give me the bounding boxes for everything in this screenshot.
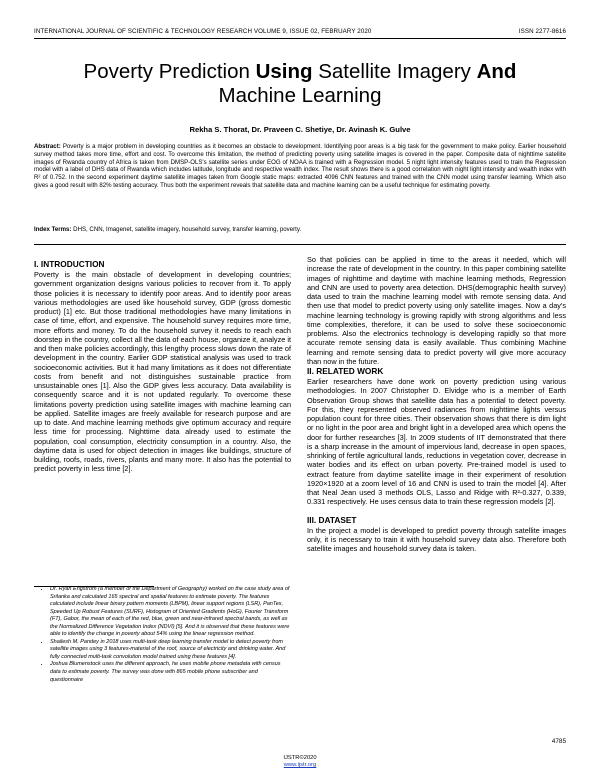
dataset-text: In the project a model is developed to predict poverty through satellite images only, it is necessary to train it with household survey data also. Therefore both satellite images and household survey data is taken. [307,525,566,553]
journal-name: INTERNATIONAL JOURNAL OF SCIENTIFIC & TECHNOLOGY RESEARCH VOLUME 9, ISSUE 02, FEBRUARY 2020 [34,28,372,35]
index-terms-text: DHS, CNN, Imagenet, satellite imagery, household survey, transfer learning, poverty. [71,226,302,233]
section-heading-related-work: II. RELATED WORK [307,366,384,376]
journal-header [34,28,566,35]
title-bold-1: Using [255,60,313,83]
section-heading-dataset: III. DATASET [307,514,357,525]
title-part-3: Machine Learning [218,84,382,107]
header-divider [34,38,566,39]
section-heading-introduction: I. INTRODUCTION [34,259,105,269]
copyright-code: IJSTR©2020 [283,755,317,761]
title-bold-2: And [476,60,517,83]
title-part-2: Satellite Imagery [312,60,477,83]
issn: ISSN 2277-8616 [518,28,566,35]
footnotes [34,586,291,684]
authors: Rekha S. Thorat, Dr. Praveen C. Shetiye, Dr. Avinash K. Gulve [189,125,411,134]
journal-url-link[interactable]: www.ijstr.org [283,762,317,768]
page-footer [34,755,566,769]
index-terms [34,226,566,233]
footnote-item: • Dr. Ryan Engstrom (a member of the Department of Geography) worked on the case study area of Srilanka and calculated 165 spectral and spatial features to estimate poverty. The features calculated include linear binary pattern moments (LBPM), linear support regions (LSR), PanTex, Speeded Up Robust Features (SURF), Histogram of Oriented Gradients (HoG), Fourier Transform (FT), Gabor, the mean of each of the red, blue, green and near-infrared spectral bands, as well as the Normalized Difference Vegetation Index (NDVI) [5]. And it is observed that these features were able to identify the change in poverty about 54% using the linear regression method. [50,586,291,639]
introduction-continued: So that policies can be applied in time to the areas it needed, which will increase the rate of development in the country. In this paper combining satellite images of nighttime and daytime with machine learning methods, Regression and CNN are used to poverty area detection. DHS(demographic health survey) data used to train the machine learning model with remote sensing data. And then use that model to predict poverty using only satellite images. Now a day's machine learning technology is growing rapidly with strong algorithms and less time complexities, therefore, it can be used to solve these socioeconomic problems. Also the electronics technology is developing rapidly so that more accurate remote sensing data is easily available. Thus combining Machine learning and remote sensing data to predict poverty will give more accuracy than now in the future. [307,255,566,366]
footnote-item: • Joshua Blumenstock uses the different approach, he uses mobile phone metadata with census data to estimate poverty. The survey was done with 865 mobile phone subscriber and questionnaire [50,661,291,684]
footnote-item: • Shailesh M. Pandey in 2018 uses multi-task deep learning transfer model to detect poverty from satellite images using 3 features-material of the roof, source of electricity and drinking water. And fully connected multi-task convolution model trained using these features [4]. [50,639,291,662]
left-column [34,259,291,474]
abstract-label: Abstract: [34,143,61,150]
abstract-text: Poverty is a major problem in developing countries as it becomes an obstacle to development. Identifying poor areas is a big task for the government to make policy. Earlier household survey method takes more time, effort and cost. To overcome this limitation, the method of predicting poverty using satellite images is covered in the paper. Composite data of nighttime satellite images of Rwanda country of Africa is taken from DMSP-OLS's satellite series under EOG of NOAA is trained with a Regression model. 5 night light intensity features used to train the Regression model with a label of DHS data of Rwanda which includes latitude, longitude and respective wealth index. The result shows there is a good correlation with night light intensity and wealth index with R² of 0.752. In the second experiment daytime satellite images taken from Google static maps: extracted 4096 CNN features and trained with the CNN model using transfer learning. Which also gives a good result with 82% testing accuracy. Thus both the experiment reveals that satellite data and machine learning can be a useful technique for estimating poverty. [34,143,566,189]
title-part-1: Poverty Prediction [83,60,256,83]
abstract-divider [34,244,566,245]
right-column [307,255,566,553]
paper-title [34,60,566,108]
introduction-text: Poverty is the main obstacle of development in developing countries; government organization designs various policies to recover from it. To apply those policies it is necessary to identify poor areas. And to identify poor areas various methodologies are used like household survey, GDP (gross domestic product) [1] etc. But those traditional methodologies have many limitations in case of time, effort, and expensive. The household survey requires more time, more efforts and money. To do the household survey it needs to reach each doorstep in the country, collect all the data of each house, organize it, analyze it and then make policies accordingly, this lengthy process slows down the rate of development in the country. Earlier GDP statistical analysis was used to track socioeconomic activities. But it had many limitations as it does not differentiate costs from benefit and not distinguishes sustainable practice from unsustainable ones [1]. Also the GDP gives less accuracy. Data availability is consequently scarce and it is not updated regularly. To overcome these limitations poverty prediction using satellite images with machine learning can be applied. Satellite images are freely available for research purpose and are up to date. And machine learning methods give optimum accuracy and require less time for processing. Nighttime data already used to estimate the population, coal consumption, electricity consumption in a country. Also, the daytime data is used for object detection in images like buildings, structure of building, roofs, roads, rivers, plants and many more. It also has the potential to predict poverty in less time [2]. [34,270,291,474]
page-number: 4785 [551,738,566,745]
related-work-text: Earlier researchers have done work on poverty prediction using various methodologies. In 2007 Christopher D. Elvidge who is a member of Earth Observation Group shows that satellite data has a potential to detect poverty. For this, they represented observed radiances from nighttime lights versus population count for three cities. Their observation shows that there is dim light or no light in the poor area and bright light in a developed area which opens the door for further researches [3]. In 2009 students of IIT demonstrated that there is a sharp increase in the amount of impervious land, decrease in open spaces, shrinking of fertile agricultural lands, reductions in vegetation cover, decrease in water bodies and its effect on urban poverty. Pre-trained model is used to extract feature from daytime satellite image in their experiment of resolution 1920×1920 at a zoom level of 16 and CNN is used to train the model [4]. After that Neal Jean used 3 methods OLS, Lasso and Ridge with R²-0.327, 0.339, 0.331 respectively. He uses census data to train these regression models [2]. [307,377,566,507]
abstract [34,143,566,190]
index-terms-label: Index Terms: [34,226,72,233]
